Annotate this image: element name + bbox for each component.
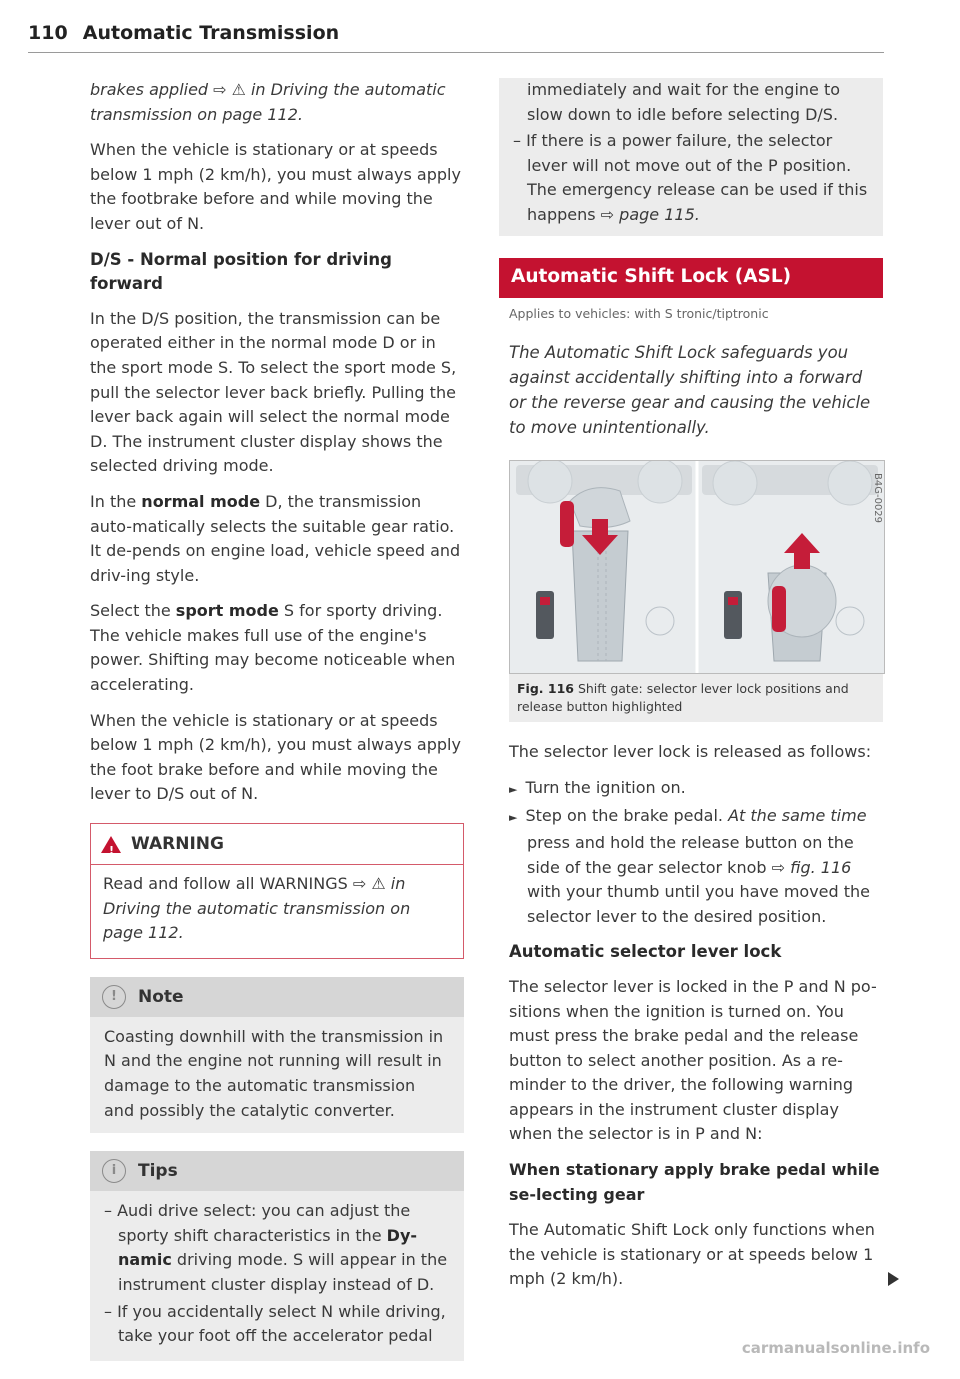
section-heading-ds: D/S - Normal position for driving forward — [90, 249, 392, 294]
paragraph: In the D/S position, the transmission can be operated either in the normal mode D or in the sport mode S. To select the sport mode S, pull the selector lever back briefly. Pulling the lever back again will select the normal mode D. The instrument cluster display shows the selected driving mode. — [90, 308, 457, 476]
note-icon: ! — [102, 985, 126, 1009]
paragraph: When the vehicle is stationary or at speeds below 1 mph (2 km/h), you must always apply the foot brake before and while moving the lever to D/S out of N. — [90, 710, 461, 804]
warning-box: ! WARNING Read and follow all WARNINGS ⇨ ⚠ in Driving the automatic transmission on page 112. — [90, 823, 464, 959]
warning-title: WARNING — [131, 833, 224, 854]
page-number: 110 — [28, 22, 68, 44]
watermark: carmanualsonline.info — [741, 1339, 930, 1357]
note-box: ! Note Coasting downhill with the transmission in N and the engine not running will result in damage to the automatic transmission and possibly the catalytic converter. — [90, 977, 464, 1133]
tips-title: Tips — [138, 1160, 178, 1181]
bullet-arrow-icon: ► — [509, 811, 518, 825]
paragraph: The selector lever lock is released as follows: — [509, 742, 872, 762]
shift-gate-illustration — [510, 461, 884, 673]
figure-code: B4G-0029 — [872, 473, 883, 524]
page-header — [28, 22, 884, 53]
warning-icon — [101, 836, 121, 853]
step-item: ► Turn the ignition on. — [509, 777, 686, 797]
display-message: When stationary apply brake pedal while se-lecting gear — [509, 1160, 880, 1204]
section-heading-lock: Automatic selector lever lock — [509, 942, 782, 962]
paragraph: brakes applied ⇨ ⚠ in Driving the automatic transmission on page 112. — [90, 80, 446, 124]
tip-item: – If you accidentally select N while driving, take your foot off the accelerator pedal — [104, 1301, 446, 1346]
continue-arrow-icon — [888, 1272, 899, 1286]
info-icon: i — [102, 1159, 126, 1183]
figure-116 — [509, 460, 885, 674]
section-banner: Automatic Shift Lock (ASL) — [499, 258, 883, 298]
paragraph: When the vehicle is stationary or at speeds below 1 mph (2 km/h), you must always apply the footbrake before and while moving the lever out of N. — [90, 140, 461, 233]
tips-continuation: immediately and wait for the engine to slow down to idle before selecting D/S. – If there is a power failure, the selector lever will not move out of the P position. The emergency release can be used if this happens ⇨ page 115. — [499, 78, 883, 236]
figure-caption: Fig. 116 Shift gate: selector lever lock positions and release button highlighted — [509, 674, 883, 722]
intro-text: The Automatic Shift Lock safeguards you against accidentally shifting into a forward or the reverse gear and causing the vehicle to move unintentionally. — [509, 343, 871, 438]
paragraph: Select the sport mode S for sporty driving. The vehicle makes full use of the engine's power. Shifting may become noticeable when accelerating. — [90, 601, 456, 695]
left-column — [90, 78, 464, 1379]
paragraph: In the normal mode D, the transmission auto-matically selects the suitable gear ratio. It de-pends on engine load, vehicle speed and driv-ing style. — [90, 491, 461, 585]
right-column — [509, 78, 883, 1303]
bullet-arrow-icon: ► — [509, 782, 518, 796]
note-title: Note — [138, 986, 184, 1007]
step-item: ► Step on the brake pedal. At the same time press and hold the release button on the side of the gear selector knob ⇨ fig. 116 with your thumb until you have moved the selector lever to the desired position. — [509, 806, 871, 926]
paragraph: The selector lever is locked in the P and N po-sitions when the ignition is turned on. You must press the brake pedal and the release button to select another position. As a re-minder to the driver, the following warning appears in the instrument cluster display when the selector is in P and N: — [509, 976, 877, 1144]
applies-note: Applies to vehicles: with S tronic/tiptronic — [509, 305, 769, 321]
tips-box — [90, 1151, 464, 1361]
chapter-title: Automatic Transmission — [82, 22, 340, 44]
paragraph: The Automatic Shift Lock only functions when the vehicle is stationary or at speeds below 1 mph (2 km/h). — [509, 1218, 883, 1292]
tip-item: – Audi drive select: you can adjust the sporty shift characteristics in the Dy-namic driving mode. S will appear in the instrument cluster display instead of D. — [104, 1201, 448, 1294]
